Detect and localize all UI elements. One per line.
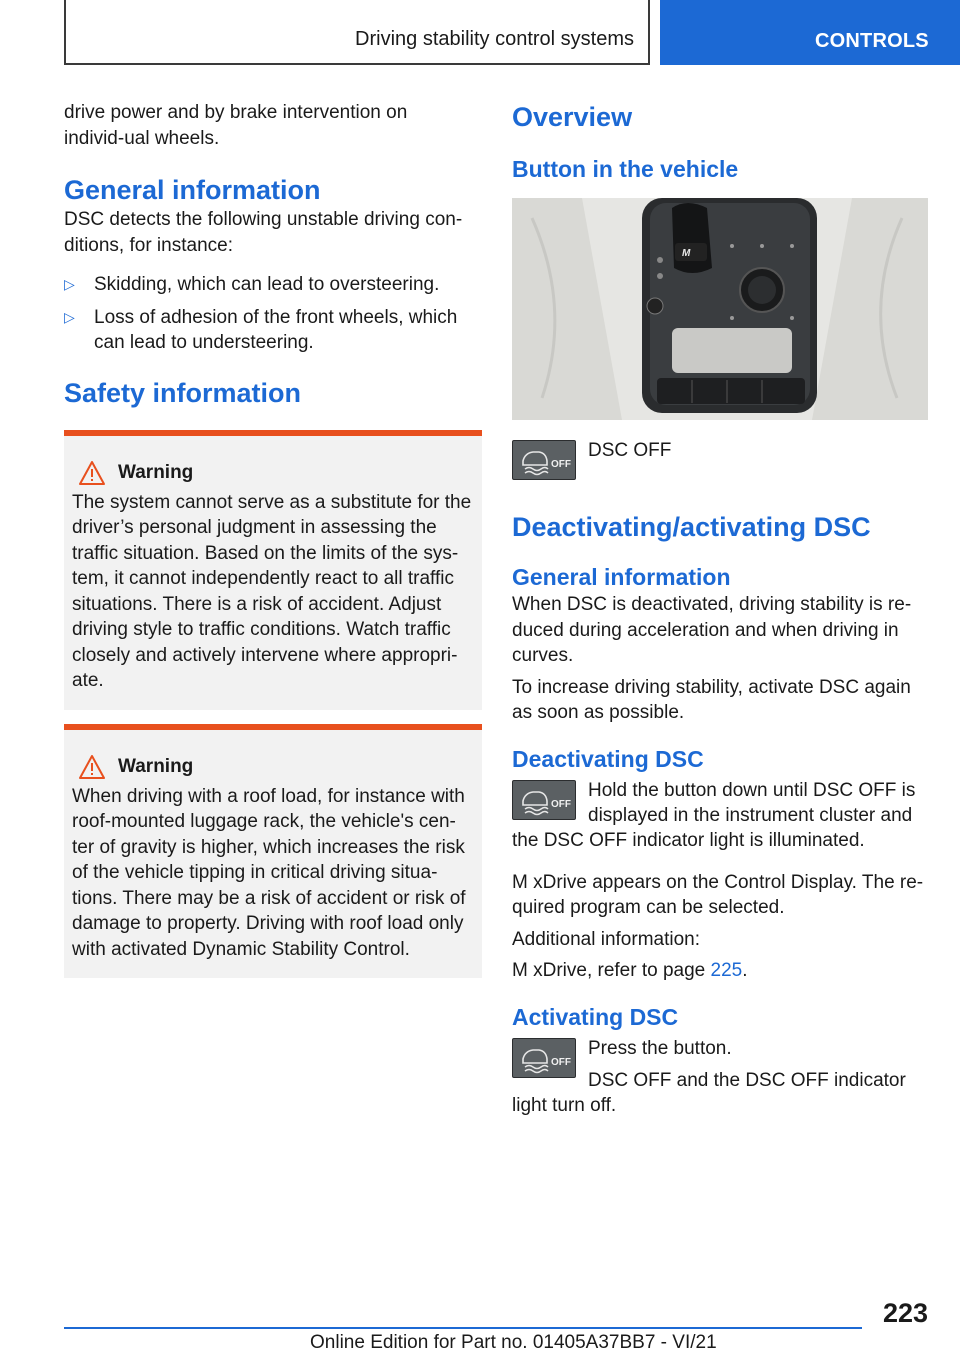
page-reference-link[interactable]: 225: [710, 960, 743, 981]
deactivating-text-line-2: displayed in the instrument cluster and: [588, 804, 913, 826]
page-number: 223: [882, 1298, 928, 1328]
general-paragraph-2: To increase driving stability, activate DSC again as soon as possible.: [512, 676, 911, 723]
warning-title-label: Warning: [118, 755, 194, 777]
condition-list: [64, 272, 482, 356]
deactivating-instruction: [512, 778, 928, 856]
deactivating-dsc-subheading: Deactivating DSC: [512, 745, 704, 772]
warning-title: [78, 754, 474, 780]
general-paragraph-1: When DSC is deactivated, driving stability is re‐duced during acceleration and when driving in curves.: [512, 594, 912, 666]
general-information-text: DSC detects the following unstable driving con‐ditions, for instance:: [64, 209, 463, 256]
dsc-off-button-icon: [512, 1038, 576, 1078]
chapter-tab[interactable]: [660, 0, 960, 65]
list-item: [64, 272, 482, 298]
warning-box: [64, 430, 482, 710]
svg-text:OFF: OFF: [551, 459, 571, 470]
deactivating-text-line-1: Hold the button down until DSC OFF is: [588, 779, 916, 801]
dsc-off-legend: [512, 438, 928, 486]
edition-text: Online Edition for Part no. 01405A37BB7 - VI/21: [310, 1332, 717, 1353]
dsc-off-button-icon: [512, 780, 576, 820]
warning-title-label: Warning: [118, 461, 194, 483]
page-reference: [512, 958, 928, 984]
intro-text: drive power and by brake intervention on individ‐ual wheels.: [64, 102, 408, 149]
list-item-text: Skidding, which can lead to oversteering.: [94, 274, 440, 295]
svg-text:M: M: [682, 248, 691, 259]
dsc-off-button-icon: [512, 440, 576, 480]
chapter-tab-label: CONTROLS: [815, 30, 929, 52]
dsc-off-label: DSC OFF: [588, 440, 672, 461]
center-console-photo: [512, 198, 928, 420]
triangle-right-icon: ▷: [64, 276, 75, 292]
warning-text: The system cannot serve as a substitute for the driver’s personal judgment in assessing the traffic situation. Based on the limits of the sys‐tem, it cannot independently react to all traffic situations. There is a risk of accident. Adjust driving style to traffic conditions. Watch traffic closely and actively intervene where appropri‐ate.: [72, 491, 472, 691]
general-information-heading: General information: [64, 175, 321, 205]
header-box: [64, 0, 650, 65]
warning-triangle-icon: [78, 460, 106, 486]
svg-text:OFF: OFF: [551, 1056, 571, 1068]
left-column: [64, 100, 482, 978]
page-reference-suffix: .: [742, 960, 748, 981]
warning-text: When driving with a roof load, for instance with roof-mounted luggage rack, the vehicle's cen‐ter of gravity is higher, which increases the risk of the vehicle tipping in critical driving situa‐tions. There may be a risk of accident or risk of damage to property. Driving with roof load only with activated Dynamic Stability Control.: [72, 785, 466, 960]
list-item: [64, 305, 482, 356]
additional-information-label: Additional information:: [512, 928, 700, 950]
activating-text-line-3: light turn off.: [512, 1094, 617, 1116]
warning-box: [64, 724, 482, 978]
activating-text-line-1: Press the button.: [588, 1037, 732, 1059]
warning-title: [78, 460, 474, 486]
right-column: [512, 100, 928, 1116]
section-title: Driving stability control systems: [355, 28, 634, 50]
overview-heading: Overview: [512, 102, 633, 132]
activating-instruction: [512, 1036, 928, 1116]
activating-text-line-2: DSC OFF and the DSC OFF indicator: [588, 1069, 906, 1091]
deactivating-text-line-3: the DSC OFF indicator light is illuminated.: [512, 829, 865, 851]
center-console-illustration: [512, 198, 928, 420]
mxdrive-text: M xDrive appears on the Control Display. The re‐quired program can be selected.: [512, 871, 924, 918]
deactivating-activating-heading: Deactivating/activating DSC: [512, 512, 871, 542]
button-in-vehicle-heading: Button in the vehicle: [512, 156, 739, 182]
list-item-text: Loss of adhesion of the front wheels, which can lead to understeering.: [94, 306, 458, 353]
warning-triangle-icon: [78, 754, 106, 780]
footer-divider: [64, 1327, 862, 1329]
activating-dsc-subheading: Activating DSC: [512, 1003, 679, 1030]
page-reference-prefix: M xDrive, refer to page: [512, 960, 711, 981]
svg-text:OFF: OFF: [551, 798, 571, 810]
safety-information-heading: Safety information: [64, 377, 302, 408]
triangle-right-icon: ▷: [64, 308, 75, 325]
general-information-subheading: General information: [512, 564, 731, 590]
